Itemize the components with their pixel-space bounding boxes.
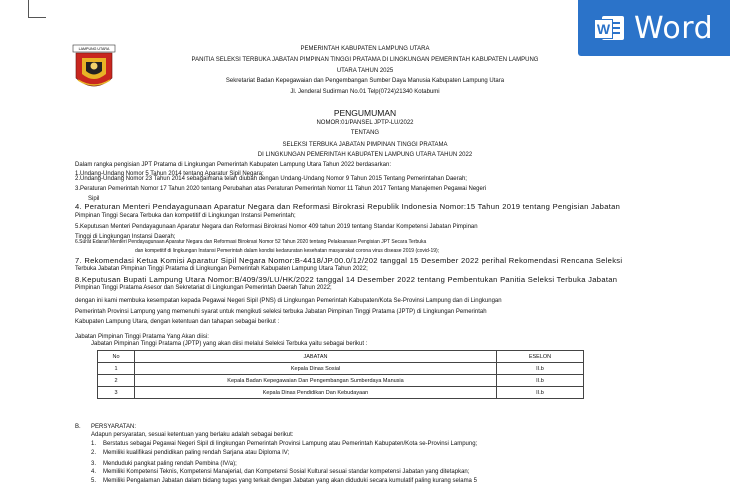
table-cell-eselon: II.b bbox=[497, 363, 584, 375]
basis-item-8a: 8.Keputusan Bupati Lampung Utara Nomor:B/409/39/LU/HK/2022 tanggal 14 Desember 2022 tentang Pembentukan Panitia Seleksi Terbuka Jabatan bbox=[75, 275, 618, 284]
basis-item-2: 2.Undang-Undang Nomor 23 Tahun 2014 sebagaimana telah diubah dengan Undang-Undang Nomor 9 Tahun 2015 Tentang Pemerintahan Daerah; bbox=[75, 176, 467, 182]
header-gov: PEMERINTAH KABUPATEN LAMPUNG UTARA bbox=[300, 46, 430, 52]
basis-item-3b: Sipil bbox=[88, 196, 100, 202]
basis-item-4b: Pimpinan Tinggi Secara Terbuka dan kompetitif di Lingkungan Instansi Pemerintah; bbox=[75, 213, 296, 219]
table-row bbox=[98, 387, 584, 399]
table-header-eselon: ESELON bbox=[497, 351, 584, 363]
table-cell-jabatan: Kepala Badan Kepegawaian Dan Pengembangan Sumberdaya Manusia bbox=[135, 375, 497, 387]
table-cell-jabatan: Kepala Dinas Pendidikan Dan Kebudayaan bbox=[135, 387, 497, 399]
invite-line3: Kabupaten Lampung Utara, dengan ketentuan dan tahapan sebagai berikut : bbox=[75, 319, 280, 325]
table-header-row bbox=[98, 351, 584, 363]
section-b-intro: Adapun persyaratan, sesuai ketentuan yang berlaku adalah sebagai berikut: bbox=[91, 432, 294, 438]
basis-item-7b: Terbuka Jabatan Pimpinan Tinggi Pratama di Lingkungan Pemerintah Kabupaten Lampung Utara Tahun 2022; bbox=[75, 266, 368, 272]
table-header-no: No bbox=[98, 351, 135, 363]
table-cell-jabatan: Kepala Dinas Sosial bbox=[135, 363, 497, 375]
requirement-item: Memiliki Kompetensi Teknis, Kompetensi Manajerial, dan Kompetensi Sosial Kultural sesuai standar kompetensi Jabatan yang ditetapkan; bbox=[103, 469, 470, 475]
section-a-title: Jabatan Pimpinan Tinggi Pratama Yang Akan diisi: bbox=[75, 334, 209, 340]
table-row bbox=[98, 375, 584, 387]
table-row bbox=[98, 363, 584, 375]
logo-text: LAMPUNG UTARA bbox=[78, 47, 110, 51]
header-committee-line2: UTARA TAHUN 2025 bbox=[336, 68, 394, 74]
basis-item-8b: Pimpinan Tinggi Pratama Asesor dan Sekretariat di Lingkungan Pemerintah Daerah Tahun 2022; bbox=[75, 285, 332, 291]
requirement-item: Menduduki pangkat paling rendah Pembina (IV/a); bbox=[103, 461, 237, 467]
basis-item-7a: 7. Rekomendasi Ketua Komisi Aparatur Sipil Negara Nomor:B-4418/JP.00.0/12/202 tanggal 15 Desember 2022 perihal Rekomendasi Rencana Seleksi bbox=[75, 256, 623, 265]
requirement-item: Memiliki kualifikasi pendidikan paling rendah Sarjana atau Diploma IV; bbox=[103, 450, 290, 456]
positions-table bbox=[97, 350, 584, 399]
doc-subject-line1: SELEKSI TERBUKA JABATAN PIMPINAN TINGGI PRATAMA bbox=[282, 142, 448, 148]
doc-number: NOMOR:01/PANSEL JPTP-LU/2022 bbox=[316, 120, 414, 126]
requirement-number: 5. bbox=[91, 478, 97, 484]
requirement-number: 3. bbox=[91, 461, 97, 467]
section-b-title: PERSYARATAN: bbox=[91, 424, 137, 430]
requirement-number: 1. bbox=[91, 441, 97, 447]
intro-text: Dalam rangka pengisian JPT Pratama di Lingkungan Pemerintah Kabupaten Lampung Utara Tahun 2022 berdasarkan: bbox=[75, 162, 391, 168]
basis-item-5b: Tinggi di Lingkungan Instansi Daerah; bbox=[75, 234, 176, 240]
basis-item-1: 1.Undang-Undang Nomor 5 Tahun 2014 tentang Aparatur Sipil Negara; bbox=[75, 171, 264, 177]
requirement-item: Berstatus sebagai Pegawai Negeri Sipil di lingkungan Pemerintah Provinsi Lampung atau Pemerintah Kabupaten/Kota se-Provinsi Lampung; bbox=[103, 441, 478, 447]
table-cell-no: 3 bbox=[98, 387, 135, 399]
basis-item-3a: 3.Peraturan Pemerintah Nomor 17 Tahun 2020 tentang Perubahan atas Peraturan Pemerintah Nomor 11 Tahun 2017 Tentang Manajemen Pegawai Negeri bbox=[75, 186, 487, 192]
doc-title: PENGUMUMAN bbox=[333, 108, 397, 118]
section-b-letter: B. bbox=[75, 424, 81, 430]
requirement-item: Memiliki Pengalaman Jabatan dalam bidang tugas yang terkait dengan Jabatan yang akan diduduki secara kumulatif paling kurang selama 5 bbox=[103, 478, 477, 484]
table-cell-eselon: II.b bbox=[497, 387, 584, 399]
invite-line2: Pemerintah Provinsi Lampung yang memenuhi syarat untuk mengikuti seleksi terbuka Jabatan Pimpinan Tinggi Pratama (JPTP) di Lingkungan Pemerintah bbox=[75, 309, 487, 315]
section-a-sub: Jabatan Pimpinan Tinggi Pratama (JPTP) yang akan diisi melalui Seleksi Terbuka yaitu sebagai berikut : bbox=[91, 341, 368, 347]
word-app-label: Word bbox=[634, 10, 714, 46]
basis-item-5a: 5.Keputusan Menteri Pendayagunaan Aparatur Negara dan Reformasi Birokrasi Nomor 409 tahun 2019 tentang Standar Kompetensi Jabatan Pimpinan bbox=[75, 224, 478, 230]
header-secretariat: Sekretariat Badan Kepegawaian dan Pengembangan Sumber Daya Manusia Kabupaten Lampung Utara bbox=[225, 78, 505, 84]
basis-item-6a: 6.Surat Edaran Menteri Pendayagunaan Aparatur Negara dan Reformasi Birokrasi Nomor 52 Tahun 2020 tentang Pelaksanaan Pengisian JPT Secara Terbuka bbox=[75, 239, 427, 245]
word-app-icon: W bbox=[594, 16, 624, 40]
requirement-number: 4. bbox=[91, 469, 97, 475]
header-address: Jl. Jenderal Sudirman No.01 Telp(0724)21340 Kotabumi bbox=[290, 89, 440, 95]
basis-item-6b: dan kompetitif di lingkungan Instansi Pemerintah dalam kondisi kedaruratan kesehatan masyarakat corona virus disease 2019 (covid-19); bbox=[135, 248, 440, 254]
invite-line1: dengan ini kami membuka kesempatan kepada Pegawai Negeri Sipil (PNS) di Lingkungan Pemerintah Kabupaten/Kota Se-Provinsi Lampung dan di Lingkungan bbox=[75, 298, 502, 304]
table-cell-no: 1 bbox=[98, 363, 135, 375]
window-corner-frame bbox=[28, 0, 46, 18]
table-header-jabatan: JABATAN bbox=[135, 351, 497, 363]
basis-item-4a: 4. Peraturan Menteri Pendayagunaan Aparatur Negara dan Reformasi Birokrasi Republik Indonesia Nomor:15 Tahun 2019 tentang Pengisian Jabatan bbox=[75, 202, 621, 211]
header-committee-line1: PANITIA SELEKSI TERBUKA JABATAN PIMPINAN TINGGI PRATAMA DI LINGKUNGAN PEMERINTAH KABUPATEN LAMPUNG bbox=[191, 57, 539, 63]
table-cell-no: 2 bbox=[98, 375, 135, 387]
doc-about: TENTANG bbox=[350, 130, 380, 136]
doc-subject-line2: DI LINGKUNGAN PEMERINTAH KABUPATEN LAMPUNG UTARA TAHUN 2022 bbox=[257, 152, 473, 158]
table-cell-eselon: II.b bbox=[497, 375, 584, 387]
requirement-number: 2. bbox=[91, 450, 97, 456]
